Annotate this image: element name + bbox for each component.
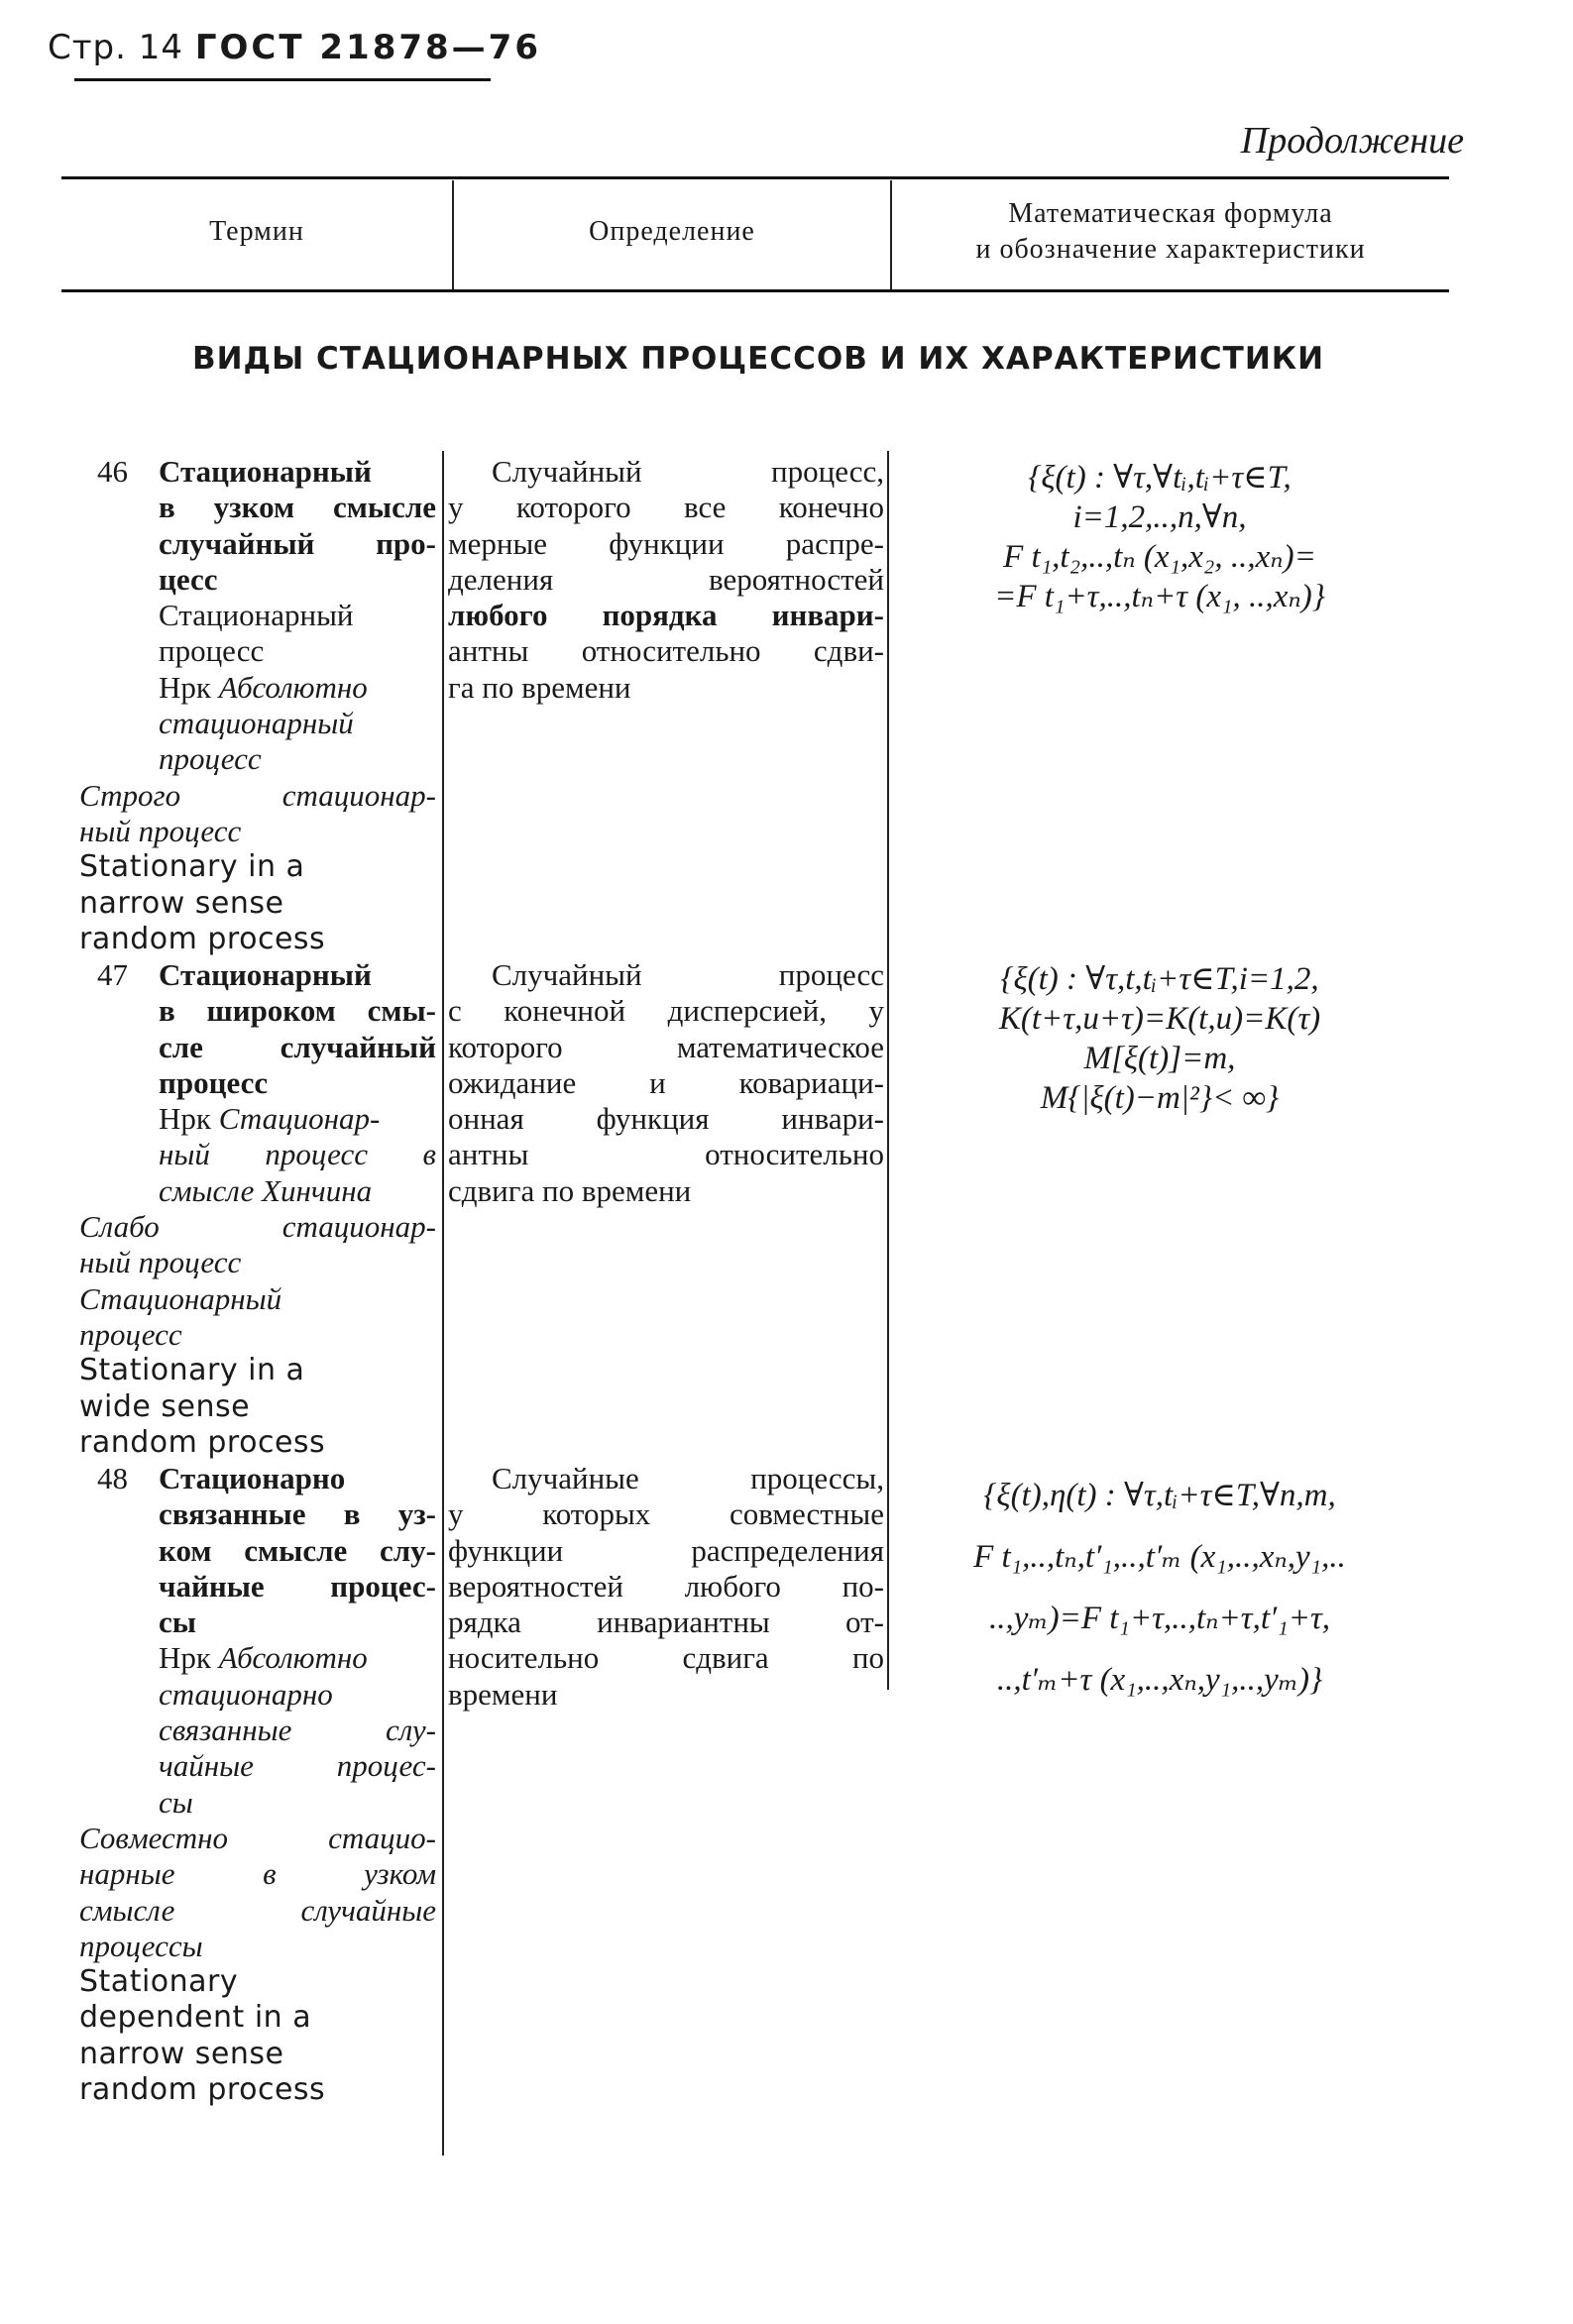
term-line: чайные процес- (159, 1568, 436, 1604)
definition-line: у которых совместные (448, 1496, 884, 1532)
formula-line: M[ξ(t)]=m, (1083, 1041, 1236, 1076)
definition-line: функции распределения (448, 1532, 884, 1568)
entry-48-definition (448, 1461, 884, 1713)
term-line: случайный про- (159, 525, 436, 561)
definition-line: любого порядка инвари- (448, 598, 884, 633)
definition-line: мерные функции распре- (448, 525, 884, 561)
not-recommended-line: сы (159, 1784, 193, 1820)
definition-line: Случайный процесс (492, 957, 884, 992)
formula-line: F t₁,..,tₙ,t′₁,..,t′ₘ (x₁,..,xₙ,y₁,.. (973, 1539, 1346, 1575)
column-header-formula-line2: и обозначение характеристики (975, 234, 1366, 265)
english-term-line: random process (79, 2072, 326, 2108)
english-term-line: dependent in a (79, 2000, 312, 2036)
table-top-rule (61, 176, 1449, 179)
alt-term-line: процесс (79, 1316, 182, 1352)
alt-term-line: Совместно стацио- (79, 1820, 436, 1855)
definition-line: онная функция инвари- (448, 1101, 884, 1137)
entry-number: 46 (97, 454, 128, 489)
definition-line: сдвига по времени (448, 1172, 692, 1208)
term-line: цесс (159, 561, 218, 597)
english-term-line: Stationary (79, 1964, 239, 2000)
not-recommended-line: Абсолютно (218, 669, 368, 705)
header-underline (74, 78, 491, 81)
definition-line: антны относительно (448, 1137, 884, 1172)
column-header-formula-line1: Математическая формула (1008, 198, 1333, 229)
standard-number: ГОСТ 21878—76 (194, 28, 541, 67)
not-recommended-line: связанные слу- (159, 1713, 436, 1748)
entry-48-formula (902, 1465, 1417, 1711)
not-recommended-line: стационарно (159, 1676, 333, 1712)
formula-line: F t₁,t₂,..,tₙ (x₁,x₂, ..,xₙ)= (1003, 539, 1316, 575)
definition-line: которого математическое (448, 1029, 884, 1064)
term-line: Стационарный (159, 957, 372, 992)
definition-line: ожидание и ковариаци- (448, 1064, 884, 1100)
entry-47-definition (448, 957, 884, 1209)
entry-number: 47 (97, 957, 128, 992)
not-recommended-label: Нрк (159, 1640, 211, 1676)
body-divider-2 (887, 451, 889, 1690)
definition-line: Случайный процесс, (492, 454, 884, 489)
definition-line: рядка инвариантны от- (448, 1605, 884, 1640)
alt-term-line: смысле случайные (79, 1892, 436, 1928)
term-line: в широком смы- (159, 993, 436, 1029)
synonym-line: процесс (159, 633, 265, 669)
term-line: Стационарный (159, 454, 372, 489)
not-recommended-line: ный процесс в (159, 1137, 436, 1172)
english-term-line: narrow sense (79, 2036, 284, 2071)
not-recommended-line: чайные процес- (159, 1748, 436, 1784)
english-term-line: Stationary in a (79, 1353, 305, 1388)
english-term-line: narrow sense (79, 885, 284, 921)
entry-46-definition (448, 454, 884, 706)
definition-line: га по времени (448, 669, 631, 705)
column-header-formula (892, 196, 1449, 268)
term-line: связанные в уз- (159, 1496, 436, 1532)
entry-number: 48 (97, 1461, 128, 1495)
alt-term-line: процессы (79, 1928, 203, 1963)
formula-line: K(t+τ,u+τ)=K(t,u)=K(τ) (998, 1001, 1321, 1037)
page-label: Стр. 14 (48, 28, 184, 67)
formula-line: i=1,2,..,n,∀n, (1072, 499, 1247, 535)
not-recommended-line: смысле Хинчина (159, 1172, 373, 1208)
not-recommended-label: Нрк (159, 1101, 211, 1137)
formula-line: ..,t′ₘ+τ (x₁,..,xₙ,y₁,..,yₘ)} (996, 1662, 1323, 1698)
alt-term-line: ный процесс (79, 1245, 242, 1280)
formula-line: =F t₁+τ,..,tₙ+τ (x₁, ..,xₙ)} (994, 579, 1325, 614)
table-header-rule (61, 289, 1449, 292)
entry-48-term (79, 1461, 436, 2108)
formula-line: {ξ(t) : ∀τ,∀tᵢ,tᵢ+τ∈T, (1028, 460, 1292, 496)
term-line: сле случайный (159, 1029, 436, 1064)
not-recommended-label: Нрк (159, 669, 211, 705)
definition-line: вероятностей любого по- (448, 1568, 884, 1604)
entry-46-formula (902, 458, 1417, 616)
alt-term-line: ный процесс (79, 813, 242, 848)
term-line: Стационарно (159, 1461, 346, 1495)
alt-term-line: Стационарный (79, 1280, 282, 1316)
entry-46-term (79, 454, 436, 957)
formula-line: {ξ(t),η(t) : ∀τ,tᵢ+τ∈T,∀n,m, (983, 1478, 1336, 1513)
column-header-term: Термин (209, 216, 304, 247)
not-recommended-line: Абсолютно (218, 1640, 368, 1676)
definition-line: Случайные процессы, (492, 1461, 884, 1495)
formula-line: {ξ(t) : ∀τ,t,tᵢ+τ∈T,i=1,2, (1000, 961, 1319, 997)
english-term-line: wide sense (79, 1388, 251, 1424)
term-line: в узком смысле (159, 490, 436, 525)
term-line: процесс (159, 1064, 269, 1100)
term-line: сы (159, 1605, 196, 1640)
definition-line: носительно сдвига по (448, 1640, 884, 1676)
english-term-line: random process (79, 1424, 326, 1460)
alt-term-line: нарные в узком (79, 1856, 436, 1892)
english-term-line: Stationary in a (79, 849, 305, 885)
alt-term-line: Слабо стационар- (79, 1209, 436, 1245)
continuation-label: Продолжение (1240, 120, 1464, 162)
definition-line: антны относительно сдви- (448, 633, 884, 669)
not-recommended-line: стационарный (159, 706, 354, 741)
alt-term-line: Строго стационар- (79, 777, 436, 813)
formula-line: ..,yₘ)=F t₁+τ,..,tₙ+τ,t′₁+τ, (988, 1601, 1331, 1636)
page-header (48, 28, 541, 67)
section-title: ВИДЫ СТАЦИОНАРНЫХ ПРОЦЕССОВ И ИХ ХАРАКТЕРИСТИКИ (191, 341, 1325, 377)
body-divider-1 (442, 451, 444, 2156)
term-line: ком смысле слу- (159, 1532, 436, 1568)
english-term-line: random process (79, 921, 326, 956)
definition-line: времени (448, 1676, 558, 1712)
definition-line: с конечной дисперсией, у (448, 993, 884, 1029)
column-header-definition: Определение (589, 216, 755, 247)
synonym-line: Стационарный (159, 598, 354, 633)
entry-47-term (79, 957, 436, 1461)
definition-line: деления вероятностей (448, 561, 884, 597)
formula-line: M{|ξ(t)−m|²}< ∞} (1040, 1080, 1280, 1116)
not-recommended-line: Стационар- (218, 1101, 381, 1137)
definition-line: у которого все конечно (448, 490, 884, 525)
entry-47-formula (902, 959, 1417, 1118)
not-recommended-line: процесс (159, 741, 262, 777)
